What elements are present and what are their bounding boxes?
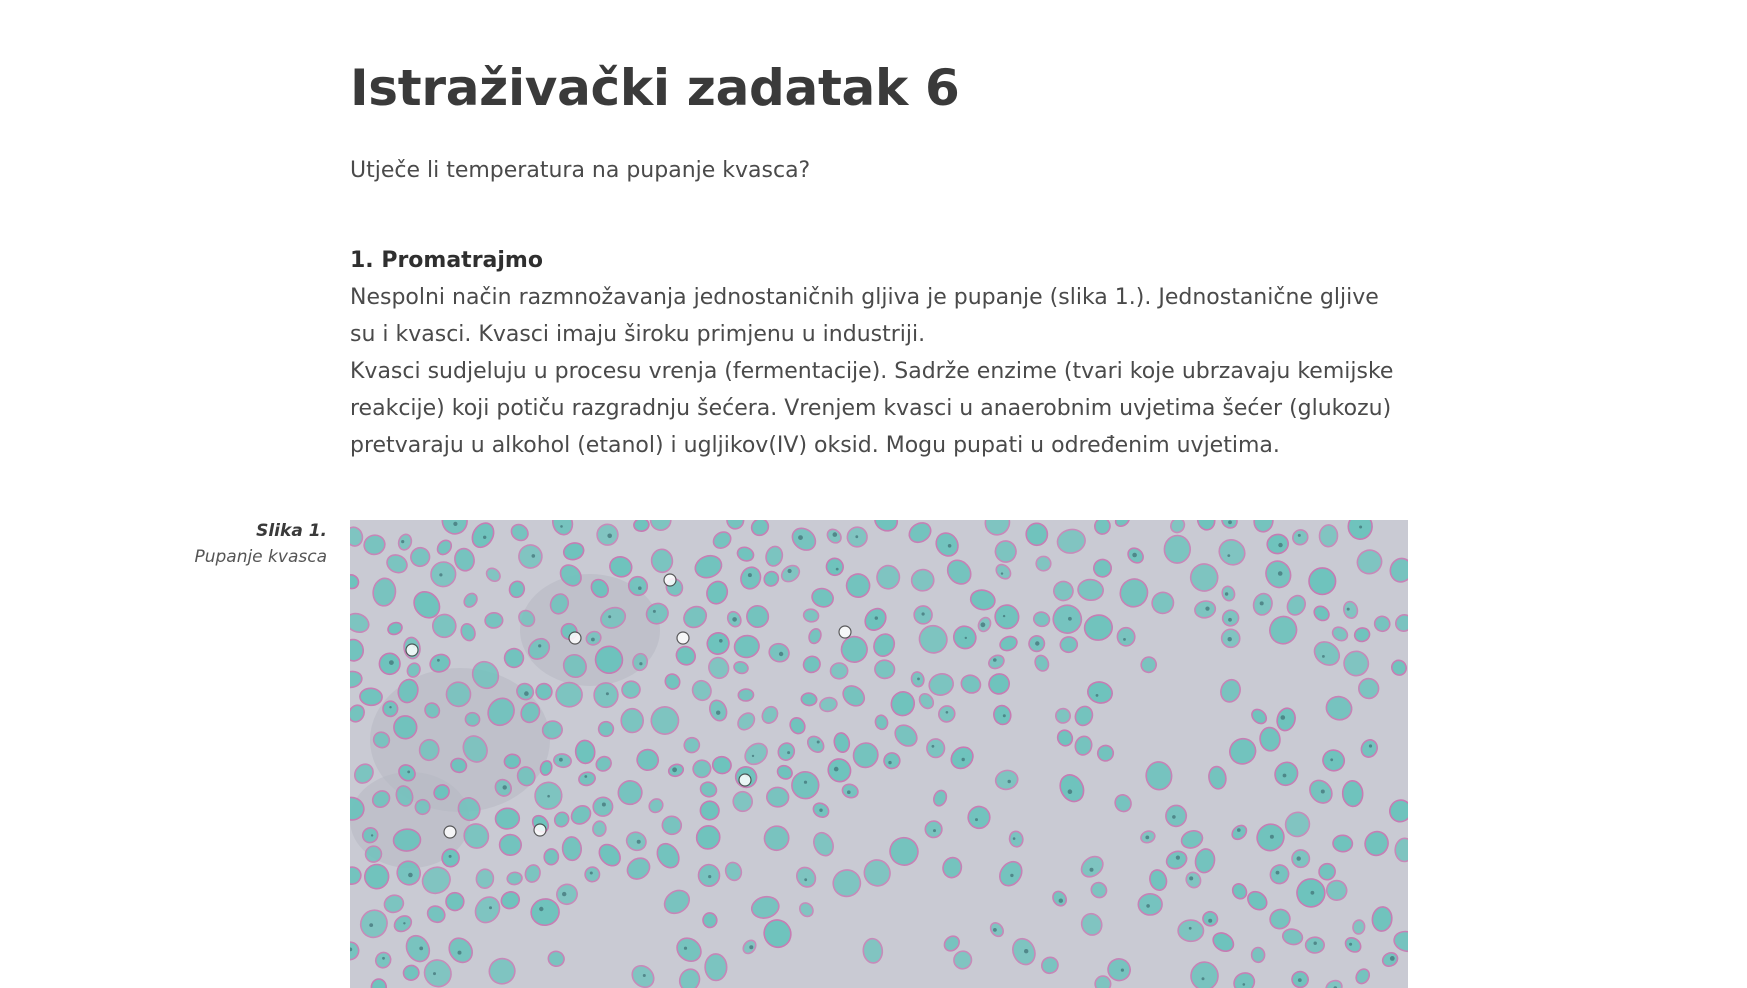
figure-caption	[194, 518, 327, 570]
observation-section	[350, 246, 1410, 464]
section-paragraph-1: Nespolni način razmnožavanja jednostaničnih gljiva je pupanje (slika 1.). Jednostanične gljive su i kvasci. Kvasci imaju široku primjenu u industriji.	[350, 285, 1379, 347]
section-paragraph-2: Kvasci sudjeluju u procesu vrenja (fermentacije). Sadrže enzime (tvari koje ubrzavaju kemijske reakcije) koji potiču razgradnju šećera. Vrenjem kvasci u anaerobnim uvjetima šećer (glukozu) pretvaraju u alkohol (etanol) i ugljikov(IV) oksid. Mogu pupati u određenim uvjetima.	[350, 359, 1394, 458]
yeast-cells-picture	[350, 520, 1408, 988]
section-heading: 1. Promatrajmo	[350, 248, 543, 273]
section-body	[350, 279, 1410, 464]
yeast-microscope-image	[350, 520, 1408, 988]
page-subtitle: Utječe li temperatura na pupanje kvasca?	[350, 158, 811, 183]
page-title: Istraživački zadatak 6	[350, 59, 960, 117]
figure-label: Slika 1.	[256, 521, 327, 541]
figure-description: Pupanje kvasca	[194, 547, 327, 567]
